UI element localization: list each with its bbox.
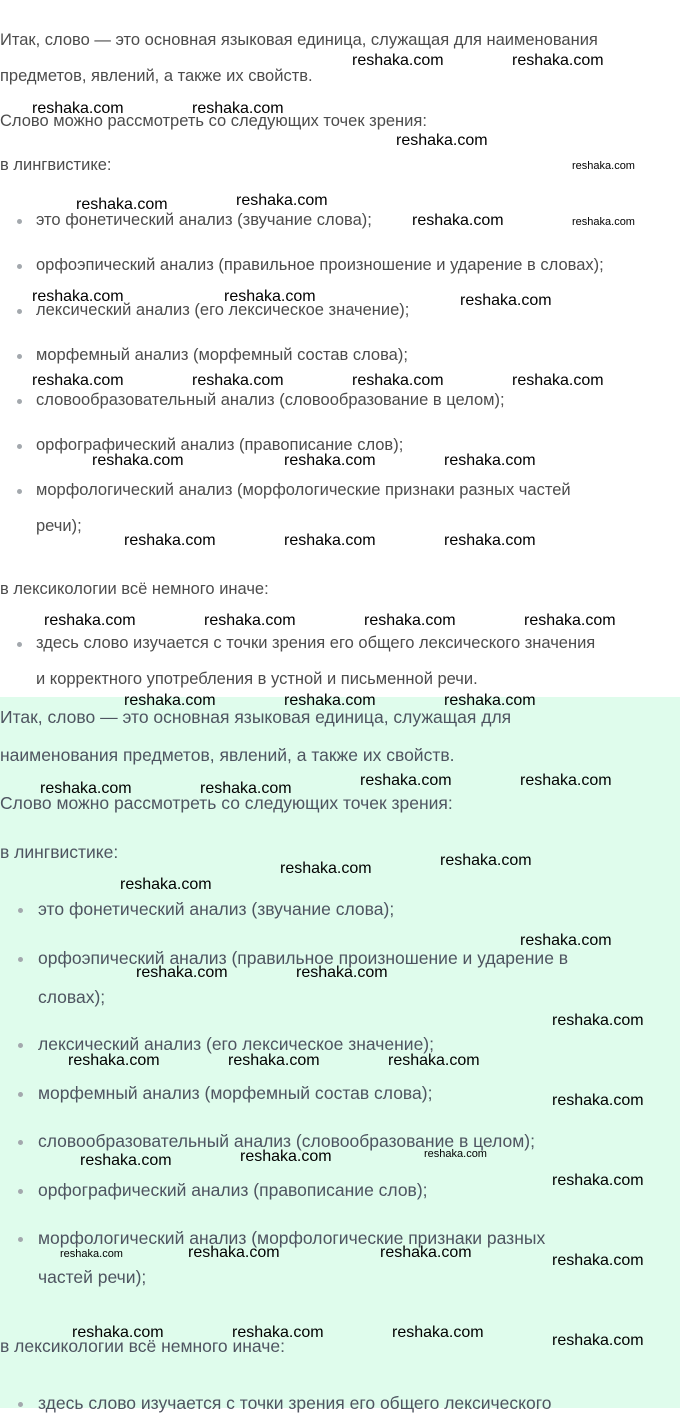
watermark: reshaka.com <box>68 1052 160 1069</box>
watermark: reshaka.com <box>552 1252 644 1269</box>
section-heading: в лексикологии всё немного иначе: <box>0 580 269 598</box>
list-item: орфографический анализ (правописание слов); <box>38 1180 428 1200</box>
list-item: это фонетический анализ (звучание слова); <box>36 211 372 229</box>
watermark: reshaka.com <box>392 1324 484 1341</box>
watermark: reshaka.com <box>92 452 184 469</box>
watermark: reshaka.com <box>124 692 216 709</box>
watermark: reshaka.com <box>192 372 284 389</box>
bullet-icon <box>18 1092 23 1097</box>
section-heading: в лингвистике: <box>0 842 119 862</box>
watermark: reshaka.com <box>552 1172 644 1189</box>
watermark: reshaka.com <box>240 1148 332 1165</box>
watermark: reshaka.com <box>76 196 168 213</box>
bullet-icon <box>17 399 22 404</box>
intro-line: Итак, слово — это основная языковая единица, служащая для наименования <box>0 31 598 49</box>
watermark: reshaka.com <box>572 160 635 172</box>
list-item: это фонетический анализ (звучание слова); <box>38 899 395 919</box>
list-item: морфемный анализ (морфемный состав слова); <box>36 346 408 364</box>
bullet-icon <box>17 264 22 269</box>
intro-line: наименования предметов, явлений, а также их свойств. <box>0 745 455 765</box>
intro-line: Итак, слово — это основная языковая единица, служащая для <box>0 707 512 727</box>
watermark: reshaka.com <box>236 192 328 209</box>
list-item: словообразовательный анализ (словообразование в целом); <box>38 1131 535 1151</box>
bullet-icon <box>17 444 22 449</box>
list-item: лексический анализ (его лексическое значение); <box>38 1034 434 1054</box>
bullet-icon <box>18 1402 23 1407</box>
watermark: reshaka.com <box>440 852 532 869</box>
watermark: reshaka.com <box>520 772 612 789</box>
section-heading: Слово можно рассмотреть со следующих точек зрения: <box>0 793 453 813</box>
watermark: reshaka.com <box>280 860 372 877</box>
watermark: reshaka.com <box>188 1244 280 1261</box>
bullet-icon <box>18 1237 23 1242</box>
bullet-icon <box>17 219 22 224</box>
list-item-continuation: словах); <box>38 987 106 1007</box>
list-item: лексический анализ (его лексическое значение); <box>36 301 410 319</box>
watermark: reshaka.com <box>200 780 292 797</box>
bullet-icon <box>17 642 22 647</box>
watermark: reshaka.com <box>396 132 488 149</box>
watermark: reshaka.com <box>364 612 456 629</box>
bullet-icon <box>18 1140 23 1145</box>
section-heading: Слово можно рассмотреть со следующих точек зрения: <box>0 112 427 130</box>
watermark: reshaka.com <box>520 932 612 949</box>
list-item: морфологический анализ (морфологические признаки разных частей <box>36 481 571 499</box>
list-item: морфемный анализ (морфемный состав слова); <box>38 1083 433 1103</box>
list-item: здесь слово изучается с точки зрения его общего лексического <box>38 1393 552 1413</box>
watermark: reshaka.com <box>60 1248 123 1260</box>
watermark: reshaka.com <box>444 692 536 709</box>
bullet-icon <box>18 957 23 962</box>
bullet-icon <box>17 489 22 494</box>
watermark: reshaka.com <box>136 964 228 981</box>
watermark: reshaka.com <box>124 532 216 549</box>
watermark: reshaka.com <box>204 612 296 629</box>
watermark: reshaka.com <box>412 212 504 229</box>
watermark: reshaka.com <box>424 1148 487 1160</box>
watermark: reshaka.com <box>284 532 376 549</box>
watermark: reshaka.com <box>352 52 444 69</box>
watermark: reshaka.com <box>444 452 536 469</box>
watermark: reshaka.com <box>552 1332 644 1349</box>
bullet-icon <box>18 908 23 913</box>
watermark: reshaka.com <box>360 772 452 789</box>
list-item-continuation: речи); <box>36 517 82 535</box>
watermark: reshaka.com <box>80 1152 172 1169</box>
watermark: reshaka.com <box>32 288 124 305</box>
watermark: reshaka.com <box>552 1092 644 1109</box>
list-item: орфографический анализ (правописание слов); <box>36 436 404 454</box>
watermark: reshaka.com <box>232 1324 324 1341</box>
watermark: reshaka.com <box>32 372 124 389</box>
bullet-icon <box>17 309 22 314</box>
list-item: здесь слово изучается с точки зрения его общего лексического значения <box>36 634 596 652</box>
watermark: reshaka.com <box>388 1052 480 1069</box>
watermark: reshaka.com <box>72 1324 164 1341</box>
section-heading: в лингвистике: <box>0 156 112 174</box>
bullet-icon <box>17 354 22 359</box>
section-heading: в лексикологии всё немного иначе: <box>0 1336 285 1356</box>
list-item: орфоэпический анализ (правильное произношение и ударение в словах); <box>36 256 604 274</box>
list-item-continuation: частей речи); <box>38 1267 147 1287</box>
bullet-icon <box>18 1043 23 1048</box>
watermark: reshaka.com <box>120 876 212 893</box>
watermark: reshaka.com <box>284 692 376 709</box>
watermark: reshaka.com <box>40 780 132 797</box>
watermark: reshaka.com <box>228 1052 320 1069</box>
watermark: reshaka.com <box>224 288 316 305</box>
watermark: reshaka.com <box>512 372 604 389</box>
watermark: reshaka.com <box>552 1012 644 1029</box>
watermark: reshaka.com <box>512 52 604 69</box>
watermark: reshaka.com <box>284 452 376 469</box>
watermark: reshaka.com <box>572 216 635 228</box>
list-item: морфологический анализ (морфологические признаки разных <box>38 1228 546 1248</box>
watermark: reshaka.com <box>524 612 616 629</box>
watermark: reshaka.com <box>296 964 388 981</box>
watermark: reshaka.com <box>352 372 444 389</box>
bullet-icon <box>18 1189 23 1194</box>
watermark: reshaka.com <box>460 292 552 309</box>
list-item: словообразовательный анализ (словообразование в целом); <box>36 391 505 409</box>
watermark: reshaka.com <box>380 1244 472 1261</box>
list-item-continuation: и корректного употребления в устной и письменной речи. <box>36 670 478 688</box>
intro-line: предметов, явлений, а также их свойств. <box>0 67 313 85</box>
list-item: орфоэпический анализ (правильное произношение и ударение в <box>38 948 569 968</box>
watermark: reshaka.com <box>44 612 136 629</box>
watermark: reshaka.com <box>444 532 536 549</box>
watermark: reshaka.com <box>32 100 124 117</box>
watermark: reshaka.com <box>192 100 284 117</box>
